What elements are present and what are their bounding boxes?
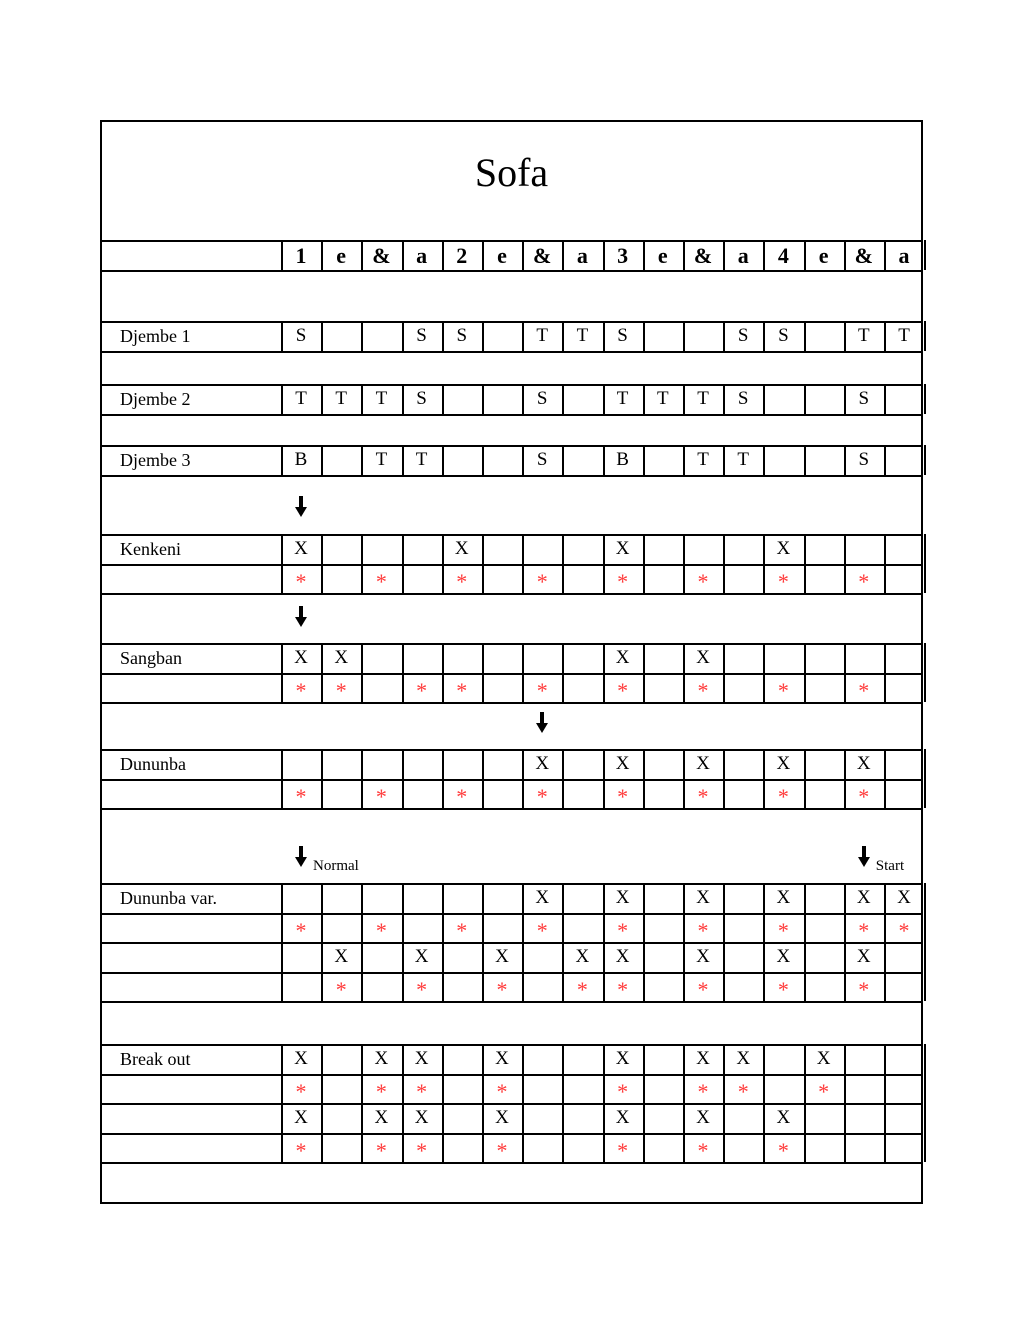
stroke-star-mark: * — [617, 677, 629, 703]
instrument-top-line — [100, 749, 923, 751]
stroke-mark: S — [456, 325, 468, 346]
beat-count-label: e — [497, 243, 507, 268]
stroke-mark: X — [615, 887, 630, 908]
stroke-star-mark: * — [496, 1137, 508, 1163]
stroke-star-mark: * — [697, 568, 709, 594]
grid-line — [804, 883, 806, 1001]
stroke-star-mark: * — [375, 1078, 387, 1104]
stroke-mark: S — [737, 388, 749, 409]
beat-count-label: a — [737, 243, 749, 268]
stroke-star-mark: * — [697, 1078, 709, 1104]
instrument-top-line — [100, 883, 923, 885]
stroke-mark: T — [335, 388, 347, 409]
grid-line — [562, 384, 564, 414]
stroke-star-mark: * — [697, 1137, 709, 1163]
row-line — [100, 972, 923, 974]
stroke-star-mark: * — [375, 568, 387, 594]
beat-count-label: 1 — [295, 243, 307, 268]
instrument-top-line — [100, 321, 923, 323]
grid-line — [924, 883, 926, 1001]
stroke-mark: X — [334, 946, 349, 967]
stroke-star-mark: * — [536, 677, 548, 703]
instrument-label: Dununba var. — [120, 888, 217, 908]
beat-count-label: e — [818, 243, 829, 268]
stroke-mark: X — [816, 1048, 831, 1069]
stroke-mark: T — [536, 325, 548, 346]
grid-line — [884, 1044, 886, 1162]
stroke-star-mark: * — [777, 917, 789, 943]
stroke-star-mark: * — [898, 917, 910, 943]
stroke-mark: S — [617, 325, 628, 346]
stroke-mark: X — [696, 647, 710, 668]
stroke-mark: X — [615, 753, 630, 774]
down-arrow-icon — [295, 496, 305, 518]
stroke-star-mark: * — [536, 783, 548, 809]
stroke-mark: X — [856, 887, 871, 908]
row-line — [100, 702, 923, 704]
instrument-label: Djembe 3 — [120, 450, 191, 470]
beat-count-label: & — [693, 243, 713, 268]
beat-count-label: & — [372, 243, 391, 268]
grid-line — [683, 321, 685, 351]
stroke-star-mark: * — [576, 976, 588, 1002]
grid-line — [482, 749, 484, 808]
instrument-label: Kenkeni — [120, 539, 181, 559]
beat-count-label: 3 — [617, 243, 629, 268]
stroke-star-mark: * — [777, 1137, 789, 1163]
stroke-mark: X — [856, 753, 871, 774]
row-line — [100, 593, 923, 595]
grid-line — [924, 1044, 926, 1162]
stroke-mark: S — [536, 388, 548, 409]
stroke-mark: X — [736, 1048, 751, 1069]
grid-line — [844, 1044, 846, 1162]
stroke-star-mark: * — [335, 976, 347, 1002]
stroke-mark: X — [414, 946, 429, 967]
stroke-star-mark: * — [496, 976, 508, 1002]
stroke-mark: X — [696, 1048, 710, 1069]
beat-count-label: a — [898, 243, 910, 268]
stroke-star-mark: * — [617, 1078, 629, 1104]
stroke-mark: T — [295, 388, 307, 409]
header-bottom-line — [100, 270, 923, 272]
grid-line — [884, 749, 886, 808]
stroke-star-mark: * — [295, 1078, 307, 1104]
stroke-mark: X — [374, 1107, 389, 1128]
grid-line — [924, 534, 926, 593]
grid-line — [402, 534, 404, 593]
stroke-mark: X — [535, 753, 550, 774]
stroke-mark: T — [616, 388, 629, 409]
grid-line — [281, 883, 283, 1001]
grid-line — [804, 749, 806, 808]
stroke-star-mark: * — [536, 917, 548, 943]
beat-count-label: a — [416, 243, 428, 268]
stroke-star-mark: * — [375, 1137, 387, 1163]
row-line — [100, 913, 923, 915]
grid-line — [763, 384, 765, 414]
stroke-mark: S — [858, 449, 870, 470]
instrument-label: Djembe 1 — [120, 326, 191, 346]
stroke-star-mark: * — [818, 1078, 830, 1104]
beat-count-label: 2 — [456, 243, 468, 268]
grid-line — [482, 321, 484, 351]
grid-line — [804, 445, 806, 475]
grid-line — [562, 749, 564, 808]
stroke-star-mark: * — [697, 783, 709, 809]
grid-line — [482, 384, 484, 414]
stroke-star-mark: * — [295, 677, 307, 703]
stroke-star-mark: * — [456, 568, 468, 594]
grid-line — [884, 384, 886, 414]
stroke-mark: T — [375, 388, 388, 409]
stroke-mark: X — [575, 946, 590, 967]
grid-line — [924, 321, 926, 351]
stroke-mark: X — [615, 1107, 630, 1128]
grid-line — [643, 883, 645, 1001]
stroke-mark: X — [495, 1107, 509, 1128]
stroke-mark: X — [897, 887, 911, 908]
grid-line — [723, 643, 725, 702]
grid-line — [643, 445, 645, 475]
row-line — [100, 1103, 923, 1105]
grid-line — [924, 749, 926, 808]
stroke-mark: X — [696, 1107, 710, 1128]
stroke-mark: T — [697, 388, 709, 409]
stroke-mark: T — [697, 449, 709, 470]
stroke-mark: S — [416, 388, 427, 409]
stroke-mark: X — [615, 538, 630, 559]
grid-line — [361, 643, 363, 702]
grid-line — [643, 321, 645, 351]
grid-line — [884, 534, 886, 593]
stroke-star-mark: * — [416, 1137, 428, 1163]
grid-line — [361, 321, 363, 351]
arrow-note-label: Start — [875, 858, 905, 874]
stroke-star-mark: * — [617, 568, 629, 594]
stroke-mark: X — [776, 1107, 791, 1128]
grid-line — [482, 534, 484, 593]
stroke-star-mark: * — [617, 783, 629, 809]
instrument-top-line — [100, 643, 923, 645]
grid-line — [723, 534, 725, 593]
beat-count-label: 4 — [777, 243, 789, 268]
grid-line — [482, 643, 484, 702]
grid-line — [562, 1044, 564, 1162]
instrument-label: Dununba — [120, 754, 186, 774]
grid-line — [562, 643, 564, 702]
grid-line — [482, 445, 484, 475]
down-arrow-icon — [536, 712, 546, 734]
stroke-star-mark: * — [456, 783, 468, 809]
rhythm-sheet-frame — [100, 120, 923, 1204]
stroke-mark: X — [615, 1048, 630, 1069]
row-line — [100, 673, 923, 675]
stroke-star-mark: * — [295, 568, 307, 594]
stroke-mark: X — [615, 647, 630, 668]
grid-line — [643, 643, 645, 702]
row-line — [100, 779, 923, 781]
stroke-star-mark: * — [697, 976, 709, 1002]
grid-line — [361, 883, 363, 1001]
stroke-mark: S — [858, 388, 870, 409]
grid-line — [804, 534, 806, 593]
grid-line — [321, 534, 323, 593]
grid-line — [924, 445, 926, 475]
stroke-mark: S — [416, 325, 427, 346]
stroke-mark: B — [616, 449, 629, 470]
header-top-line — [100, 240, 923, 242]
stroke-star-mark: * — [536, 568, 548, 594]
stroke-mark: T — [415, 449, 428, 470]
stroke-star-mark: * — [416, 976, 428, 1002]
stroke-star-mark: * — [295, 1137, 307, 1163]
stroke-star-mark: * — [295, 783, 307, 809]
stroke-star-mark: * — [617, 917, 629, 943]
stroke-star-mark: * — [697, 677, 709, 703]
stroke-mark: X — [294, 1048, 308, 1069]
instrument-top-line — [100, 1044, 923, 1046]
stroke-mark: S — [778, 325, 789, 346]
page-title: Sofa — [474, 150, 549, 195]
row-line — [100, 351, 923, 353]
stroke-star-mark: * — [858, 976, 870, 1002]
grid-line — [643, 1044, 645, 1162]
down-arrow-icon — [295, 846, 305, 868]
stroke-star-mark: * — [456, 917, 468, 943]
stroke-star-mark: * — [456, 677, 468, 703]
down-arrow-icon — [295, 606, 305, 628]
stroke-star-mark: * — [777, 783, 789, 809]
grid-line — [562, 534, 564, 593]
stroke-star-mark: * — [335, 677, 347, 703]
grid-line — [643, 749, 645, 808]
row-line — [100, 1074, 923, 1076]
stroke-star-mark: * — [858, 917, 870, 943]
stroke-mark: T — [656, 388, 669, 409]
stroke-star-mark: * — [697, 917, 709, 943]
stroke-star-mark: * — [858, 783, 870, 809]
stroke-star-mark: * — [416, 677, 428, 703]
stroke-mark: X — [334, 647, 349, 668]
grid-line — [442, 384, 444, 414]
arrow-note-label: Normal — [313, 858, 359, 874]
stroke-mark: X — [535, 887, 550, 908]
row-line — [100, 1001, 923, 1003]
beat-count-label: a — [576, 243, 588, 268]
stroke-star-mark: * — [777, 568, 789, 594]
instrument-top-line — [100, 445, 923, 447]
grid-line — [804, 321, 806, 351]
stroke-star-mark: * — [416, 1078, 428, 1104]
stroke-mark: B — [294, 449, 308, 470]
row-line — [100, 1162, 923, 1164]
stroke-mark: X — [495, 1048, 509, 1069]
stroke-mark: X — [776, 753, 791, 774]
stroke-star-mark: * — [737, 1078, 749, 1104]
grid-line — [402, 749, 404, 808]
stroke-mark: X — [696, 887, 710, 908]
instrument-top-line — [100, 534, 923, 536]
row-line — [100, 942, 923, 944]
down-arrow-icon — [858, 846, 868, 868]
stroke-star-mark: * — [777, 976, 789, 1002]
row-line — [100, 475, 923, 477]
stroke-mark: X — [414, 1048, 429, 1069]
instrument-label: Djembe 2 — [120, 389, 191, 409]
stroke-star-mark: * — [375, 783, 387, 809]
grid-line — [884, 445, 886, 475]
grid-line — [924, 643, 926, 702]
beat-count-label: e — [657, 243, 668, 268]
grid-line — [924, 240, 926, 270]
stroke-star-mark: * — [858, 677, 870, 703]
stroke-mark: X — [414, 1107, 429, 1128]
row-line — [100, 808, 923, 810]
stroke-mark: X — [294, 647, 308, 668]
grid-line — [442, 1044, 444, 1162]
stroke-mark: X — [495, 946, 509, 967]
stroke-mark: X — [776, 887, 791, 908]
instrument-label: Break out — [120, 1049, 191, 1069]
stroke-mark: X — [776, 946, 791, 967]
stroke-mark: X — [615, 946, 630, 967]
grid-line — [884, 643, 886, 702]
stroke-mark: X — [696, 753, 710, 774]
stroke-mark: X — [374, 1048, 389, 1069]
grid-line — [804, 643, 806, 702]
stroke-mark: T — [898, 325, 910, 346]
grid-line — [321, 445, 323, 475]
beat-count-label: & — [854, 243, 873, 268]
grid-line — [643, 534, 645, 593]
stroke-star-mark: * — [617, 976, 629, 1002]
stroke-star-mark: * — [375, 917, 387, 943]
stroke-mark: S — [737, 325, 749, 346]
stroke-mark: X — [696, 946, 710, 967]
stroke-mark: S — [536, 449, 548, 470]
instrument-top-line — [100, 384, 923, 386]
grid-line — [442, 445, 444, 475]
instrument-label: Sangban — [120, 648, 182, 668]
stroke-star-mark: * — [496, 1078, 508, 1104]
stroke-mark: T — [857, 325, 870, 346]
stroke-mark: T — [737, 449, 749, 470]
grid-line — [321, 749, 323, 808]
stroke-mark: X — [454, 538, 469, 559]
row-line — [100, 1133, 923, 1135]
beat-count-label: e — [336, 243, 347, 268]
grid-line — [442, 883, 444, 1001]
row-line — [100, 414, 923, 416]
grid-line — [723, 883, 725, 1001]
grid-line — [321, 321, 323, 351]
stroke-mark: X — [294, 538, 308, 559]
stroke-mark: X — [856, 946, 871, 967]
grid-line — [562, 445, 564, 475]
stroke-star-mark: * — [777, 677, 789, 703]
row-line — [100, 564, 923, 566]
grid-line — [804, 384, 806, 414]
stroke-mark: X — [776, 538, 791, 559]
stroke-star-mark: * — [858, 568, 870, 594]
stroke-mark: S — [295, 325, 307, 346]
grid-line — [321, 1044, 323, 1162]
stroke-mark: X — [294, 1107, 308, 1128]
grid-line — [723, 749, 725, 808]
stroke-mark: T — [576, 325, 589, 346]
beat-count-label: & — [533, 243, 552, 268]
stroke-star-mark: * — [617, 1137, 629, 1163]
stroke-star-mark: * — [295, 917, 307, 943]
grid-line — [522, 1044, 524, 1162]
stroke-mark: T — [375, 449, 388, 470]
grid-line — [763, 445, 765, 475]
grid-line — [924, 384, 926, 414]
